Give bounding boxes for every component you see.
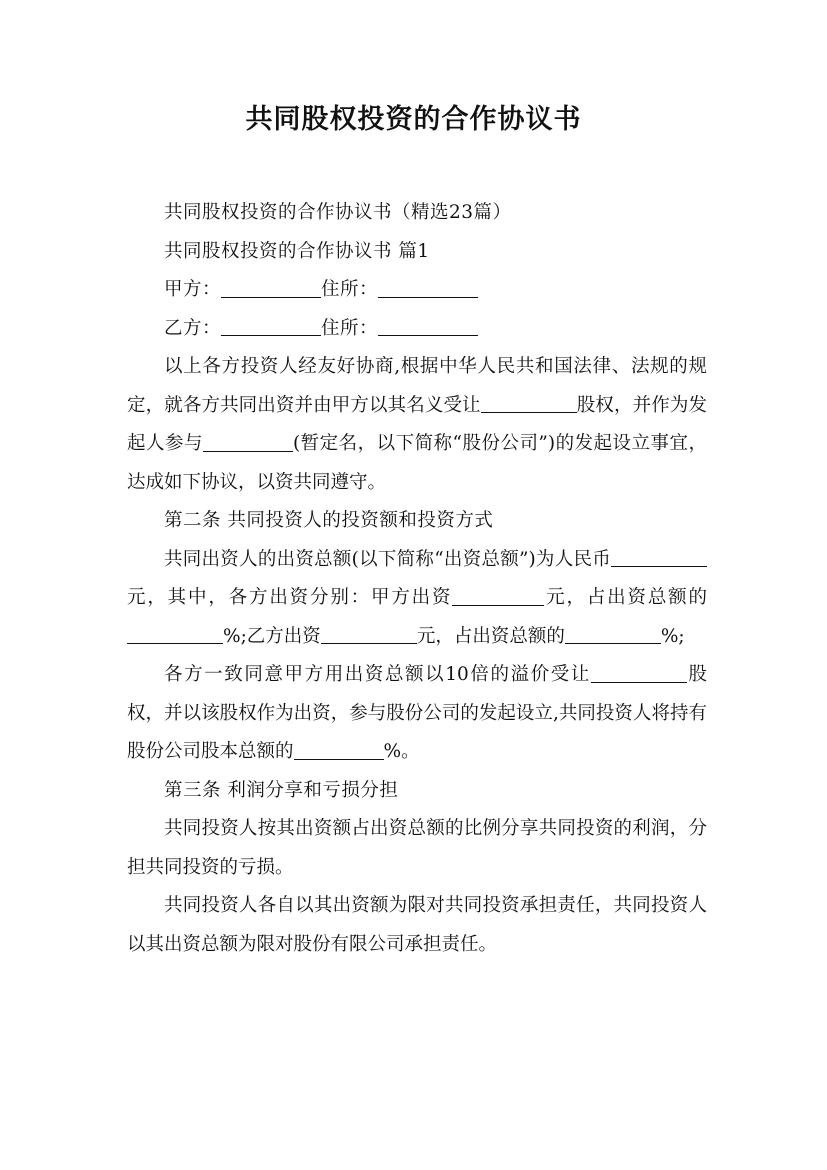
party-b-name-blank	[221, 316, 321, 336]
article-3-paragraph-2: 共同投资人各自以其出资额为限对共同投资承担责任，共同投资人以其出资总额为限对股份有限公司承担责任。	[127, 895, 707, 955]
party-b-residence-blank	[378, 316, 478, 336]
section-heading: 共同股权投资的合作协议书 篇1	[164, 240, 430, 262]
article-3-paragraph-1: 共同投资人按其出资额占出资总额的比例分享共同投资的利润，分担共同投资的亏损。	[127, 818, 707, 878]
document-title: 共同股权投资的合作协议书	[245, 104, 582, 135]
transfer-equity-blank	[591, 662, 687, 682]
party-b-amount-blank	[321, 624, 417, 644]
party-a-line	[127, 271, 707, 310]
party-a-percent-blank	[127, 624, 223, 644]
intro-paragraph	[127, 348, 707, 502]
party-b-residence-label: 住所：	[321, 317, 379, 339]
a2p1-text-e: 元，占出资总额的	[416, 625, 565, 647]
party-a-residence-label: 住所：	[321, 279, 379, 300]
article-2-heading: 第二条 共同投资人的投资额和投资方式	[164, 510, 494, 531]
article-3-heading: 第三条 利润分享和亏损分担	[164, 779, 399, 801]
intro-text-3: (暂定名，以下简称“股份公司”)的发起设立事宜，达成如下协议，以资共同遵守。	[127, 433, 707, 493]
a2p2-text-c: %。	[383, 741, 420, 762]
party-a-name-blank	[221, 277, 321, 297]
a2p2-text-b: 股权，并以该股权作为出资，参与股份公司的发起设立,共同投资人将持有股份公司股本总额的	[127, 664, 707, 762]
party-b-percent-blank	[565, 624, 661, 644]
article-2-paragraph-2	[127, 656, 707, 772]
document-body	[127, 194, 707, 964]
article-2-paragraph-1	[127, 541, 707, 657]
a2p1-text-c: 元，占出资总额的	[544, 587, 707, 608]
total-amount-blank	[611, 547, 707, 567]
intro-text-1: 以上各方投资人经友好协商,根据中华人民共和国法律、法规的规定，就各方共同出资并由甲方以其名义受让	[127, 356, 707, 416]
a2p2-text-a: 各方一致同意甲方用出资总额以10倍的溢价受让	[164, 664, 591, 685]
document-subtitle: 共同股权投资的合作协议书（精选23篇）	[164, 202, 512, 223]
company-name-blank	[203, 431, 293, 451]
party-a-amount-blank	[452, 585, 544, 605]
party-b-line	[127, 310, 707, 349]
target-equity-blank	[481, 393, 577, 413]
intro-text-2: 股权，并作为发起人参与	[127, 394, 707, 454]
a2p1-text-d: %;乙方出资	[223, 625, 321, 647]
party-a-residence-blank	[378, 277, 478, 297]
a2p1-text-b: 元，其中，各方出资分别：甲方出资	[127, 587, 453, 608]
party-a-label: 甲方：	[164, 279, 222, 300]
share-percent-blank	[294, 739, 384, 759]
party-b-label: 乙方：	[164, 317, 222, 339]
a2p1-text-f: %;	[660, 625, 685, 647]
a2p1-text-a: 共同出资人的出资总额(以下简称“出资总额”)为人民币	[164, 548, 611, 570]
